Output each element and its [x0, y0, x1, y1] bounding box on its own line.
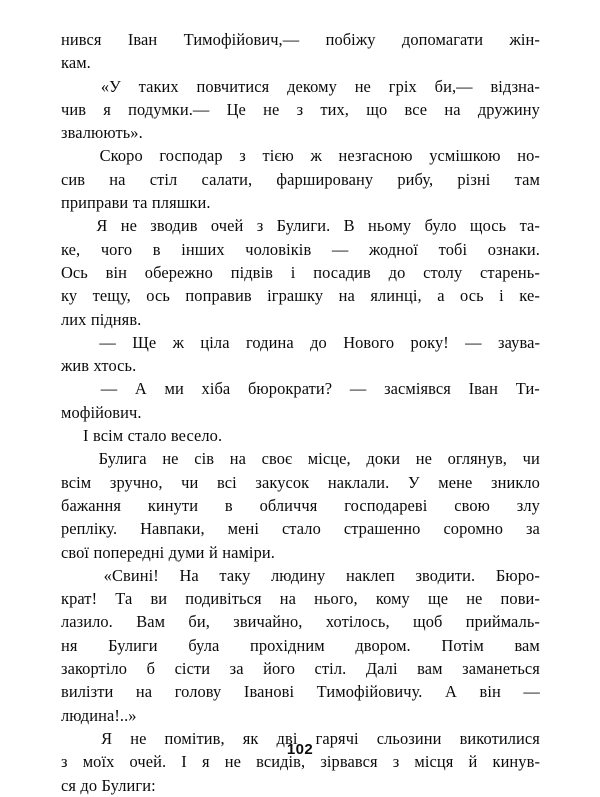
word: Булиги	[108, 635, 158, 655]
word: людину	[271, 565, 326, 585]
word-run: звалюють».	[61, 123, 143, 143]
word-run: ся до Булиги:	[61, 775, 156, 795]
paragraph-indent	[61, 564, 83, 587]
word: всі	[217, 472, 237, 492]
text-line	[61, 121, 540, 144]
word: з	[61, 752, 68, 772]
word: —	[465, 332, 482, 352]
word: я	[103, 99, 111, 119]
text-line	[61, 238, 540, 261]
word: таких	[138, 76, 179, 96]
word: старень-	[480, 262, 540, 282]
word-run: приправи та пляшки.	[61, 193, 211, 213]
word: пови-	[500, 589, 540, 609]
word: —	[349, 379, 367, 399]
word: помітив,	[164, 728, 225, 748]
word: голову	[174, 682, 222, 702]
word-run: людина!..»	[61, 705, 137, 725]
word: посадив	[313, 262, 371, 282]
word: в	[152, 239, 161, 259]
word: рибу,	[397, 169, 434, 189]
word: Булига	[98, 449, 147, 469]
text-line	[61, 494, 540, 517]
word: Скоро	[99, 146, 143, 166]
word: щось	[469, 216, 507, 236]
word: —	[100, 379, 118, 399]
word: на	[279, 589, 296, 609]
word: була	[188, 635, 220, 655]
word: оглянув,	[447, 449, 508, 469]
text-line	[61, 51, 540, 74]
word: ку	[61, 286, 78, 306]
paragraph-indent	[61, 447, 83, 470]
paragraph-indent	[61, 377, 83, 400]
word: нився	[61, 30, 102, 49]
paragraph	[61, 447, 540, 563]
word: ж	[172, 332, 185, 352]
text-line	[61, 168, 540, 191]
word: кинув-	[492, 752, 540, 772]
word: вилізти	[61, 682, 114, 702]
word: він	[105, 262, 128, 282]
word: в	[224, 495, 233, 515]
word: тих,	[320, 99, 350, 119]
word: злу	[516, 495, 540, 515]
paragraph	[61, 727, 540, 797]
word: я	[201, 752, 210, 772]
paragraph	[61, 144, 540, 214]
word: різні	[457, 169, 491, 189]
word: ня	[61, 635, 78, 655]
word: зірвався	[320, 752, 378, 772]
text-line	[61, 331, 540, 354]
word: звичайно,	[233, 612, 303, 632]
text-line	[61, 377, 540, 400]
text-line	[61, 284, 540, 307]
word: на	[135, 682, 153, 702]
word: усмішкою	[429, 146, 501, 166]
word: наклали.	[327, 472, 390, 492]
text-line	[61, 144, 540, 167]
word: очей	[210, 216, 244, 236]
word: Ще	[132, 332, 157, 352]
word: як	[242, 728, 259, 748]
word: хіба	[201, 379, 231, 399]
text-line	[61, 191, 540, 214]
word: та-	[519, 216, 540, 236]
word: нього,	[314, 589, 358, 609]
word: не	[130, 728, 147, 748]
word: поправив	[185, 286, 252, 306]
word: Тимофійовичу.	[316, 682, 423, 702]
word: з	[392, 752, 400, 772]
word: соромно	[443, 519, 504, 539]
text-line	[61, 680, 540, 703]
word: подивіться	[185, 589, 262, 609]
word: не	[415, 449, 432, 469]
word: стіл.	[314, 659, 347, 679]
word: Іванові	[243, 682, 295, 702]
word: крат!	[61, 589, 98, 609]
word: декому	[287, 76, 337, 96]
word: Я	[96, 216, 108, 236]
word: Далі	[365, 659, 398, 679]
word: Я	[101, 728, 113, 748]
word-run: мофійович.	[61, 402, 142, 422]
word: година	[245, 332, 294, 352]
word: там	[514, 169, 540, 189]
word: сів	[194, 449, 215, 469]
word: сив	[61, 169, 86, 189]
word: щоб	[412, 612, 443, 632]
word: ще	[427, 589, 449, 609]
word: Це	[226, 99, 246, 119]
word: тобі	[438, 239, 468, 259]
word: фаршировану	[276, 169, 374, 189]
word: й	[468, 752, 478, 772]
word: кинути	[147, 495, 199, 515]
word: б	[146, 659, 156, 679]
word: року!	[410, 332, 449, 352]
word: В	[343, 216, 355, 236]
paragraph	[61, 377, 540, 424]
text-line	[61, 98, 540, 121]
paragraph	[61, 75, 540, 145]
word: ж	[310, 146, 322, 166]
word: но-	[517, 146, 540, 166]
word: кому	[375, 589, 410, 609]
word: тещу,	[92, 286, 131, 306]
word: з	[239, 146, 246, 166]
word: всім	[61, 472, 92, 492]
text-line	[61, 517, 540, 540]
word: столу	[423, 262, 463, 282]
word: страшенно	[343, 519, 421, 539]
paragraph-indent	[61, 331, 83, 354]
word-run: лих підняв.	[61, 309, 142, 329]
word: Ось	[61, 262, 88, 282]
word: за	[525, 519, 540, 539]
word: інших	[181, 239, 225, 259]
word: сісти	[174, 659, 211, 679]
word: У	[407, 472, 420, 492]
word: подумки.—	[128, 99, 210, 119]
word: з	[256, 216, 264, 236]
word: Булиги.	[276, 216, 331, 236]
word: заманеться	[462, 659, 540, 679]
word: не	[263, 99, 280, 119]
word: зводив	[150, 216, 198, 236]
text-line	[61, 424, 540, 447]
word: чоловіків	[245, 239, 312, 259]
word: таку	[219, 565, 251, 585]
word: на	[338, 286, 355, 306]
word: Нового	[343, 332, 395, 352]
word-run: кам.	[61, 53, 91, 73]
word: моїх	[82, 752, 115, 772]
word: І	[181, 752, 187, 772]
word: чив	[61, 99, 87, 119]
text-line	[61, 587, 540, 610]
text-line	[61, 471, 540, 494]
word: гарячі	[315, 728, 359, 748]
word: побіжу	[325, 30, 376, 49]
word: ось	[146, 286, 170, 306]
word: місце,	[307, 449, 351, 469]
paragraph	[61, 564, 540, 727]
word: жодної	[368, 239, 419, 259]
word: і	[499, 286, 504, 306]
word: очей.	[129, 752, 167, 772]
word: господар	[159, 146, 223, 166]
text-line	[61, 541, 540, 564]
word: вам	[417, 659, 443, 679]
text-line	[61, 564, 540, 587]
word: стало	[281, 519, 321, 539]
word: за	[229, 659, 244, 679]
text-line	[61, 634, 540, 657]
word: «У	[100, 76, 121, 96]
word: —	[99, 332, 116, 352]
text-line	[61, 261, 540, 284]
word: ке-	[519, 286, 540, 306]
paragraph	[61, 214, 540, 330]
word: закусок	[255, 472, 310, 492]
word: Навпаки,	[140, 519, 205, 539]
word: ось	[460, 286, 484, 306]
word: бажання	[61, 495, 121, 515]
word: сльозини	[376, 728, 442, 748]
word: ньому	[368, 216, 412, 236]
word: ялинці,	[370, 286, 422, 306]
text-line	[61, 704, 540, 727]
word: своє	[261, 449, 293, 469]
word: незгасною	[338, 146, 413, 166]
word: іграшку	[267, 286, 324, 306]
word: заува-	[498, 332, 540, 352]
word: стіл	[149, 169, 178, 189]
text-line	[61, 214, 540, 237]
text-line	[61, 774, 540, 797]
word: зникло	[491, 472, 540, 492]
word: —	[331, 239, 349, 259]
word: дві	[276, 728, 298, 748]
page-body-text	[61, 28, 540, 797]
word: чого	[100, 239, 133, 259]
word: на	[229, 449, 246, 469]
paragraph-indent	[61, 214, 83, 237]
word: А	[445, 682, 457, 702]
word: а	[437, 286, 445, 306]
word: його	[263, 659, 296, 679]
word: Іван	[127, 30, 158, 49]
paragraph	[61, 331, 540, 378]
text-line	[61, 354, 540, 377]
word: викотилися	[459, 728, 540, 748]
word: ціла	[200, 332, 230, 352]
text-line	[61, 401, 540, 424]
word: репліку.	[61, 519, 118, 539]
word: не	[466, 589, 483, 609]
word: «Свині!	[103, 565, 159, 585]
word: би,—	[434, 76, 473, 96]
word: салати,	[201, 169, 253, 189]
word: Вам	[136, 612, 166, 632]
word: закортіло	[61, 659, 128, 679]
text-line	[61, 308, 540, 331]
word: чи	[522, 449, 540, 469]
word: ми	[164, 379, 184, 399]
word: засміявся	[384, 379, 451, 399]
word: бюрократи?	[247, 379, 333, 399]
text-line	[61, 447, 540, 470]
word: підвів	[230, 262, 274, 282]
text-line	[61, 610, 540, 633]
word: би,	[188, 612, 210, 632]
word: господареві	[344, 495, 428, 515]
word: приймаль-	[465, 612, 540, 632]
paragraph	[61, 28, 540, 75]
paragraph-indent	[61, 144, 83, 167]
word-run: свої попередні думи й наміри.	[61, 542, 275, 562]
word: обережно	[144, 262, 213, 282]
text-line	[61, 28, 540, 51]
word-run: І всім стало весело.	[83, 426, 223, 446]
word: гріх	[388, 76, 417, 96]
word: не	[354, 76, 371, 96]
word-run: жив хтось.	[61, 356, 137, 376]
paragraph-indent	[61, 75, 83, 98]
word: ознаки.	[487, 239, 540, 259]
word: прохідним	[250, 635, 325, 655]
word: зводити.	[415, 565, 476, 585]
text-line	[61, 75, 540, 98]
word: свою	[454, 495, 490, 515]
word: повчитися	[196, 76, 270, 96]
word: хотілось,	[325, 612, 390, 632]
word: до	[388, 262, 406, 282]
word: жін-	[509, 30, 540, 49]
word: на	[444, 99, 461, 119]
word: відзна-	[490, 76, 540, 96]
paragraph	[61, 424, 540, 447]
word: Ти-	[515, 379, 540, 399]
word: не	[162, 449, 179, 469]
word: місця	[414, 752, 454, 772]
page-number: 102	[286, 741, 314, 758]
word: все	[404, 99, 428, 119]
word: дружину	[477, 99, 540, 119]
word: і	[290, 262, 296, 282]
word: Бюро-	[495, 565, 540, 585]
word: Тимофійович,—	[183, 30, 300, 49]
word: що	[366, 99, 388, 119]
word: мене	[438, 472, 473, 492]
text-line	[61, 657, 540, 680]
word: на	[109, 169, 126, 189]
word: не	[120, 216, 137, 236]
word: до	[310, 332, 327, 352]
word: двором.	[355, 635, 411, 655]
word: всидів,	[256, 752, 306, 772]
word: було	[424, 216, 457, 236]
word: з	[296, 99, 304, 119]
word: Іван	[468, 379, 499, 399]
word: На	[179, 565, 199, 585]
word: ви	[150, 589, 168, 609]
word: зручно,	[109, 472, 163, 492]
word: не	[224, 752, 241, 772]
word: —	[523, 682, 540, 702]
word: наклеп	[345, 565, 395, 585]
word: чи	[181, 472, 199, 492]
word: допомагати	[401, 30, 484, 49]
word: вам	[514, 635, 540, 655]
word: доки	[366, 449, 401, 469]
word: Та	[115, 589, 133, 609]
word: ке,	[61, 239, 81, 259]
word: А	[134, 379, 147, 399]
word: обличчя	[259, 495, 318, 515]
word: лазило.	[61, 612, 113, 632]
word: він	[479, 682, 501, 702]
word: мені	[227, 519, 259, 539]
word: Потім	[441, 635, 484, 655]
word: тією	[262, 146, 294, 166]
